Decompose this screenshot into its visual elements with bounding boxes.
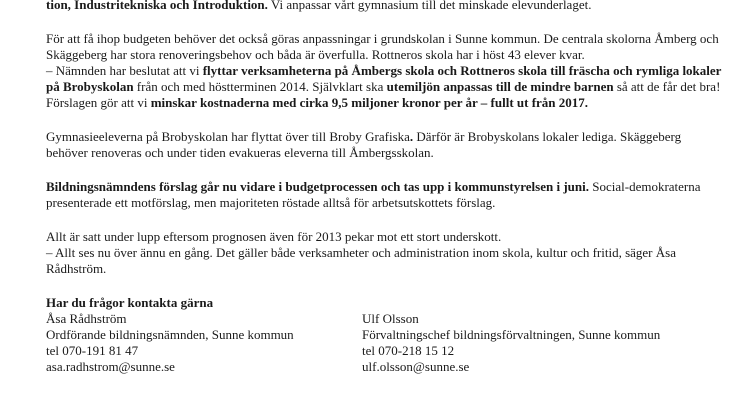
paragraph-gymnasium bbox=[46, 0, 726, 13]
bold-text: tion, Industritekniska och Introduktion. bbox=[46, 0, 268, 12]
press-release-body bbox=[46, 0, 726, 375]
text: Vi anpassar vårt gymnasium till det minskade elevunderlaget. bbox=[267, 0, 592, 12]
paragraph-budgetprocess bbox=[46, 179, 726, 211]
contact-name: Ulf Olsson bbox=[362, 311, 419, 326]
text: Gymnasieeleverna på Brobyskolan har flyttat över till Broby Grafiska bbox=[46, 129, 410, 144]
bold-text: Bildningsnämndens förslag går nu vidare i budgetprocessen och tas upp i kommunstyrelsen i juni. bbox=[46, 179, 589, 194]
bold-text: utemiljön anpassas till de mindre barnen bbox=[386, 79, 614, 94]
bold-text: . bbox=[409, 129, 414, 144]
text: För att få ihop budgeten behöver det också göras anpassningar i grundskolan i Sunne kommun. De centrala skolorna Åmberg och Skäggeberg har stora renoveringsbehov och båda är överfulla. Rottneros skola har i höst 43 elever kvar. bbox=[46, 31, 719, 62]
text: från och med höstterminen 2014. Självklart ska bbox=[133, 79, 387, 94]
contact-card-radhstrom bbox=[46, 311, 362, 375]
text: Social-demokraterna presenterade ett motförslag, men majoriteten röstade alltså för arbetsutskottets förslag. bbox=[46, 179, 701, 210]
contact-email[interactable]: ulf.olsson@sunne.se bbox=[362, 359, 470, 374]
paragraph-grundskola bbox=[46, 31, 726, 111]
quote-text: – Allt ses nu över ännu en gång. Det gäller både verksamheter och administration inom skola, kultur och fritid, säger Åsa Rådhström. bbox=[46, 245, 676, 276]
contact-title: Ordförande bildningsnämnden, Sunne kommun bbox=[46, 327, 294, 342]
text: Allt är satt under lupp eftersom prognosen även för 2013 pekar mot ett stort underskott. bbox=[46, 229, 502, 244]
quote-text: – Nämnden har beslutat att vi bbox=[46, 63, 203, 78]
contact-list bbox=[46, 311, 726, 375]
contact-heading: Har du frågor kontakta gärna bbox=[46, 295, 214, 310]
text: så att de får det bra! Förslagen gör att vi bbox=[46, 79, 721, 110]
bold-text: flyttar verksamheterna på Åmbergs skola och Rottneros skola till fräscha och rymliga lokaler på Brobyskolan bbox=[46, 63, 722, 94]
bold-text: minskar kostnaderna med cirka 9,5 miljoner kronor per år – fullt ut från 2017. bbox=[150, 95, 589, 110]
paragraph-prognos bbox=[46, 229, 726, 277]
contact-title: Förvaltningschef bildningsförvaltningen, Sunne kommun bbox=[362, 327, 661, 342]
paragraph-brobyskolan bbox=[46, 129, 726, 161]
contact-card-olsson bbox=[362, 311, 692, 375]
text: Därför är Brobyskolans lokaler lediga. Skäggeberg behöver renoveras och under tiden evakueras eleverna till Åmbergsskolan. bbox=[46, 129, 682, 160]
contact-phone: tel 070-191 81 47 bbox=[46, 343, 139, 358]
contact-email[interactable]: asa.radhstrom@sunne.se bbox=[46, 359, 175, 374]
contact-name: Åsa Rådhström bbox=[46, 311, 127, 326]
contact-phone: tel 070-218 15 12 bbox=[362, 343, 455, 358]
